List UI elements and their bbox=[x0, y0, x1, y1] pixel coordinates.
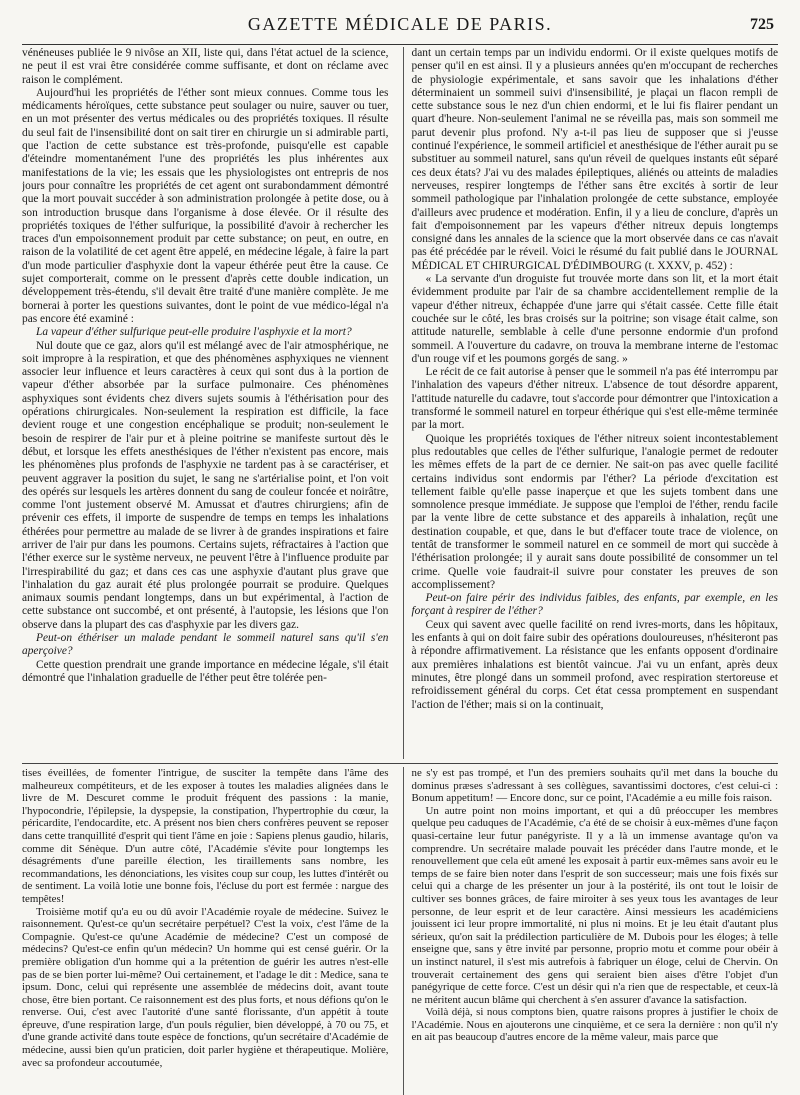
section-question: La vapeur d'éther sulfurique peut-elle produire l'asphyxie et la mort? bbox=[36, 326, 352, 339]
page-header bbox=[22, 14, 778, 40]
right-column bbox=[403, 47, 779, 759]
paragraph: Troisième motif qu'a eu ou dû avoir l'Académie royale de médecine. Suivez le raisonnement. Qu'est-ce qu'un secrétaire perpétuel? C'est la voix, c'est l'âme de la Compagnie. Qu'est-ce qu'une Académie de médecine? C'est un composé de médecins? Qu'est-ce enfin qu'un médecin? Un homme qui est censé guérir. Or la première obligation d'un homme qui a la prétention de guérir les autres n'est-elle pas de se bien porter lui-même? Oui certainement, et l'adage le dit : Medice, sana te ipsum. Donc, celui qui représente une assemblée de médecins doit, avant toute chose, être bien portant. Ce raisonnement est des plus forts, et nous défions qu'on le renverse. Oui, c'est avec l'autorité d'une santé florissante, d'un appétit à toute épreuve, d'une respiration large, d'un pouls régulier, bien développé, à 70 ou 75, et d'une grande activité dans toute espèce de fonctions, qu'un secrétaire d'Académie de médecine, aussi bien qu'un praticien, doit parler hygiène et thérapeutique. Molière, avec sa profondeur accoutumée, bbox=[22, 905, 389, 1069]
paragraph: tises éveillées, de fomenter l'intrigue, de susciter la tempête dans l'âme des malheureux compétiteurs, et de les exposer à toutes les maladies alignées dans le livre de M. Descuret comme le produit fréquent des passions : la manie, l'hypocondrie, l'épilepsie, la dyspepsie, la constipation, l'hypertrophie du cœur, la péricardite, l'endocardite, etc. A présent nos bien chers confrères peuvent se reposer dans cette tranquillité d'esprit qui tient l'âme en joie : Sapiens plenus gaudio, hilaris, comme dit Sénèque. D'un autre côté, l'Académie s'évite pour longtemps les désagréments d'une pareille élection, les tiraillements sans nombre, les recommandations, les dénonciations, les visites coup sur coup, les luttes d'intérêt ou de sentiment. La voilà lotie une bonne fois, l'écluse du port est fermée : nargue des tempêtes! bbox=[22, 767, 389, 905]
paragraph: Aujourd'hui les propriétés de l'éther sont mieux connues. Comme tous les médicaments héroïques, cette substance peut soulager ou nuire, sauver ou tuer, en un mot présenter des vertus médicales ou des propriétés toxiques. Il résulte du seul fait de l'insensibilité dont on sait tirer en chirurgie un si admirable parti, que l'action de cette substance est très-profonde, puisqu'elle est capable d'éteindre momentanément l'une des propriétés les plus inhérentes aux manifestations de la vie; les essais que les physiologistes ont entrepris de nos jours pour connaître les propriétés de cet agent ont surabondamment démontré que la mort pouvait succéder à son administration prolongée à petite dose, ou à son introduction brusque dans l'organisme à dose élevée. Or il résulte des propriétés toxiques de l'éther sulfurique, la possibilité d'avoir à rechercher les traces d'un empoisonnement produit par cette substance; on peut, en outre, en raison de la volatilité de cet agent être appelé, en médecine légale, à faire la part d'un mode particulier d'asphyxie dont la vapeur éthérée peut être la cause. Ce sujet comporterait, comme on le pressent d'après cette double indication, un développement très-étendu, s'il devait être traité d'une manière complète. Je me bornerai à porter les questions suivantes, dont le point de vue médico-légal n'a pas encore été examiné : bbox=[22, 86, 389, 325]
left-column bbox=[22, 47, 389, 759]
paragraph: Un autre point non moins important, et qui a dû préoccuper les membres quelque peu caduques de l'Académie, c'a été de se choisir à eux-mêmes d'une façon quasi-certaine leur futur panégyriste. Il y a là un immense avantage qu'on va comprendre. Un secrétaire malade pouvait les précéder dans l'autre monde, et le renouvellement que cela eût amené les exposait à partir eux-mêmes sans avoir eu le temps de se faire bien noter dans l'esprit de son successeur; mais une fois fixés sur celui qui a charge de les présenter un jour à la postérité, ils ont tout le loisir de cultiver ses bonnes grâces, de faire miroiter à ses yeux tous les avantages de leur personne, de leur esprit et de leur caractère. Ainsi messieurs les académiciens jouissent ici leur propre immortalité, ni plus ni moins. Et je leu était d'autant plus sérieux, qu'on sait la prédilection particulière de M. Dubois pour les éloges; à telle enseigne que, sans y être invité par personne, proprio motu et comme pour obéir à un instinct naturel, il s'est mis autrefois à fabriquer un éloge, celui de Chervin. On trouverait certainement des gens qui seraient bien aises d'être l'objet d'un panégyrique de cette force. C'est un désir qui n'a rien que de respectable, et ceux-là ne méritent aucun blâme qui cherchent à s'en assurer d'avance la satisfaction. bbox=[411, 804, 778, 1006]
feuilleton-rule bbox=[22, 763, 778, 764]
journal-title: GAZETTE MÉDICALE DE PARIS. bbox=[247, 14, 553, 34]
paragraph: Voilà déjà, si nous comptons bien, quatre raisons propres à justifier le choix de l'Académie. Nous en ajouterons une cinquième, et ce sera la dernière : non qu'il n'y en ait pas beaucoup d'autres encore de la même valeur, mais parce que bbox=[411, 1006, 778, 1044]
feuilleton bbox=[22, 767, 778, 1095]
paragraph: Quoique les propriétés toxiques de l'éther nitreux soient incontestablement plus redoutables que celles de l'éther sulfurique, l'analogie permet de redouter les mêmes effets de la part de ce dernier. Ne sait-on pas avec quelle facilité certains individus sont endormis par l'éther? La période d'excitation est tellement faible qu'elle passe inaperçue et que les sujets tombent dans une somnolence presque immédiate. Je suppose que l'emploi de l'éther, rendu facile par la vente libre de cette substance et des appareils à inhalation, reçût une destination coupable, et que, dans le but d'effacer toute trace de violence, on tentât de transformer le sommeil naturel en ce sommeil de mort qui succède à l'éthérisation prolongée; il y aurait sans doute possibilité de consommer un tel crime. Quelle voie faudrait-il suivre pour constater les preuves de son accomplissement? bbox=[411, 432, 778, 591]
main-article bbox=[22, 47, 778, 759]
section-question: Peut-on éthériser un malade pendant le sommeil naturel sans qu'il s'en aperçoive? bbox=[22, 632, 389, 658]
paragraph: Le récit de ce fait autorise à penser que le sommeil n'a pas été interrompu par l'inhalation des vapeurs d'éther nitreux. L'absence de tout désordre apparent, l'attitude naturelle du cadavre, tout s'accorde pour démontrer que l'intoxication a transformé le sommeil naturel en torpeur éthérique qui s'est elle-même terminée par la mort. bbox=[411, 366, 778, 432]
paragraph: vénéneuses publiée le 9 nivôse an XII, liste qui, dans l'état actuel de la science, ne peut il est vrai être considérée comme suffisante, et dont on réclame avec raison le complément. bbox=[22, 47, 389, 86]
header-rule bbox=[22, 44, 778, 45]
paragraph: Nul doute que ce gaz, alors qu'il est mélangé avec de l'air atmosphérique, ne soit impropre à la respiration, et que des phénomènes asphyxiques ne viennent associer leur influence et leurs caractères à ceux qui sont dus à la portion de vapeur d'éther absorbée par la surface pulmonaire. Ces phénomènes asphyxiques sont évidents chez divers sujets soumis à l'éthérisation pour des opérations chirurgicales. Non-seulement la respiration est difficile, la face devient rouge et une congestion encéphalique se produit; non-seulement le besoin de respirer de l'air pur et à pleine poitrine se manifeste surtout dès le début, et lorsque les effets anesthésiques de l'éther n'existent pas encore, mais les phénomènes plus profonds de l'asphyxie ne tardent pas à se caractériser, et peuvent aggraver la position du sujet, le sang ne s'artérialise point, et l'on voit des opérés sur lesquels les artères donnent du sang de couleur foncée et noirâtre, comme l'ont justement observé M. Amussat et d'autres chirurgiens; afin de prévenir ces effets, il importe de suspendre de temps en temps les inhalations éthérées pour permettre au malade de se livrer à de grandes inspirations et faire arriver de l'air pur dans les poumons. Certains sujets, réfractaires à l'action que l'éther exerce sur le système nerveux, ne peuvent l'être à l'influence produite par l'irrespirabilité du gaz; et dans ces cas une asphyxie d'autant plus grave que l'inhalation du gaz aurait été plus prolongée pourrait se produire. Quelques animaux soumis pendant longtemps, dans un but expérimental, à l'action de cette substance ont succombé, et ont présenté, à l'autopsie, les lésions que l'on observe dans la plupart des cas d'asphyxie par les divers gaz. bbox=[22, 339, 389, 631]
paragraph: Cette question prendrait une grande importance en médecine légale, s'il était démontré que l'inhalation graduelle de l'éther peut être tolérée pen- bbox=[22, 658, 389, 684]
paragraph: ne s'y est pas trompé, et l'un des premiers souhaits qu'il met dans la bouche du dominus præses s'adressant à ses collègues, savantissimi doctores, c'est celui-ci : Bonum appetitum! — Encore donc, sur ce point, l'Académie a eu mille fois raison. bbox=[411, 767, 778, 805]
section-question: Peut-on faire périr des individus faibles, des enfants, par exemple, en les forçant à respirer de l'éther? bbox=[411, 592, 778, 618]
page-number: 725 bbox=[750, 16, 774, 33]
paragraph: Ceux qui savent avec quelle facilité on rend ivres-morts, dans les hôpitaux, les enfants à qui on doit faire subir des opérations douloureuses, n'hésiteront pas à répondre affirmativement. La résistance que les enfants opposent d'ordinaire aux premières inhalations est bientôt vaincue. J'ai vu un enfant, après deux minutes, être plongé dans un sommeil profond, avec respiration stertoreuse et refroidissement général du corps. Cet état cessa promptement en suspendant l'action de l'éther; mais si on la continuait, bbox=[411, 618, 778, 711]
quotation: « La servante d'un droguiste fut trouvée morte dans son lit, et la mort était évidemment produite par l'air de sa chambre accidentellement remplie de la vapeur d'éther nitreux, échappée d'une jarre qui s'était cassée. Cette fille était couchée sur le côté, les bras croisés sur la poitrine; son visage était calme, son attitude naturelle, semblable à celle d'une personne endormie d'un profond sommeil. A l'ouverture du cadavre, on trouva la membrane interne de l'estomac d'un rouge vif et les poumons gorgés de sang. » bbox=[411, 273, 778, 365]
feuilleton-right-column bbox=[403, 767, 779, 1095]
feuilleton-left-column bbox=[22, 767, 389, 1095]
paragraph: dant un certain temps par un individu endormi. Or il existe quelques motifs de penser qu'il en est ainsi. Il y a plusieurs années qu'en m'occupant de recherches de physiologie expérimentale, et sans savoir que les inhalations d'éther déterminaient un sommeil suivi d'insensibilité, je plaçai un flacon rempli de cette substance sous le nez d'un chien endormi, et le lui fis flairer pendant un quart d'heure. Non-seulement l'animal ne se réveilla pas, mais son sommeil me parut devenir plus profond. N'y a-t-il pas lieu de supposer que si j'eusse continué l'expérience, le sommeil artificiel et anesthésique de l'éther aurait pu se substituer au sommeil naturel, sans qu'un réveil de quelques instants eût séparé ces deux états? J'ai vu des malades épileptiques, aliénés ou atteints de maladies nerveuses, respirer longtemps de l'éther sans être excités à sortir de leur sommeil pathologique par l'inhalation prolongée de cette substance, employée d'ailleurs avec prudence et modération. Enfin, il y a lieu de conclure, d'après un fait d'empoisonnement par les vapeurs d'éther nitreux depuis longtemps consigné dans les annales de la science que la mort observée dans ce cas n'avait pas été précédée par le réveil. Voici le résumé du fait publié dans le JOURNAL MÉDICAL ET CHIRURGICAL D'ÉDIMBOURG (t. XXXV, p. 452) : bbox=[411, 47, 778, 272]
